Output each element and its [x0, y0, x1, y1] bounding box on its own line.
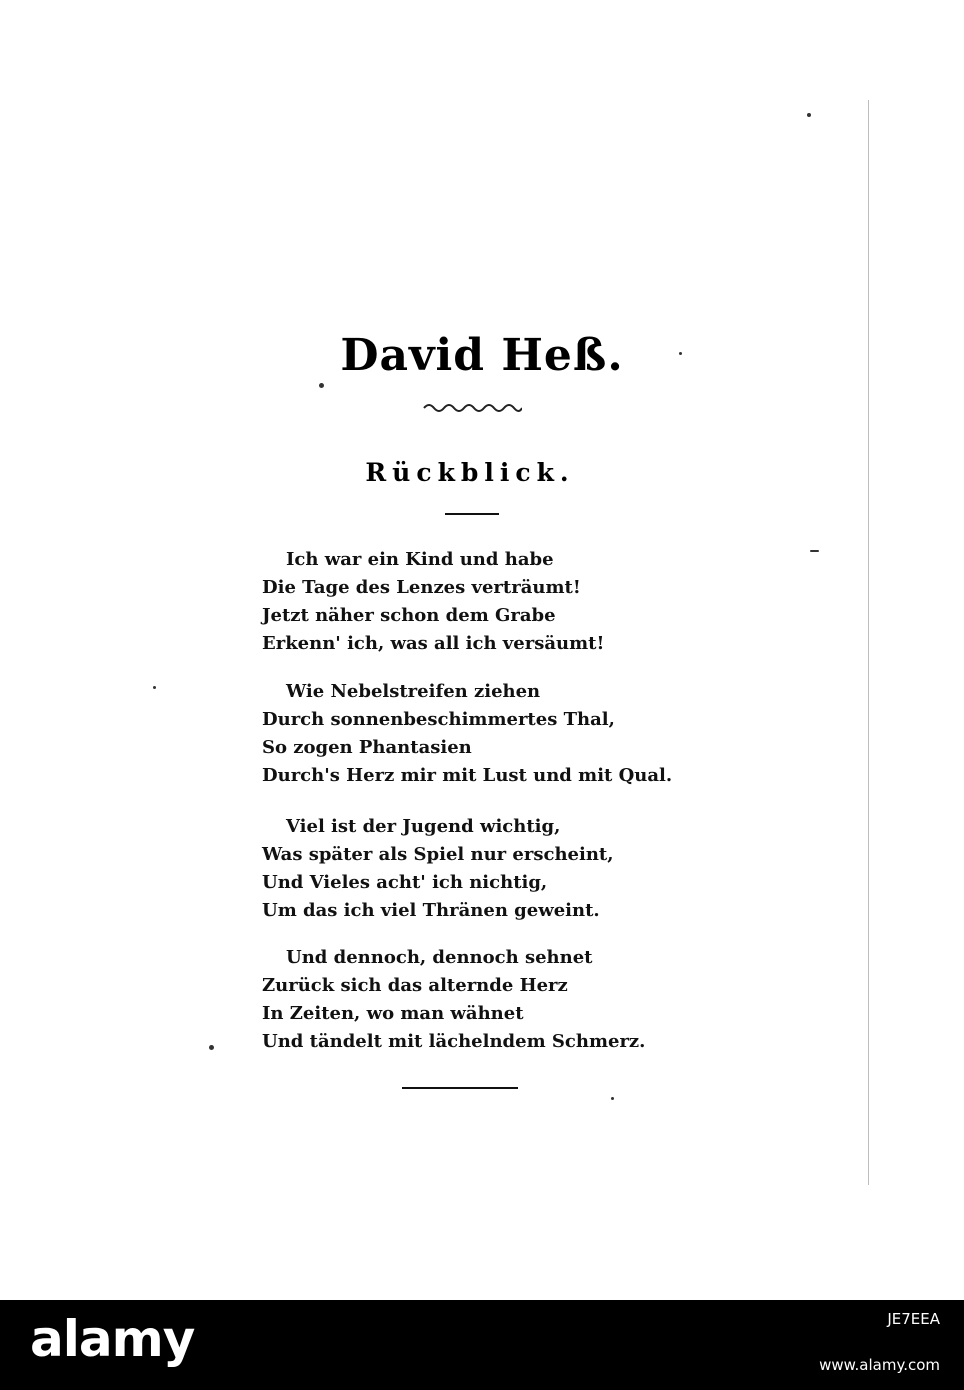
verse-line: Ich war ein Kind und habe — [286, 549, 554, 570]
ink-speck — [319, 383, 324, 388]
title-divider — [445, 513, 499, 515]
ink-speck — [209, 1045, 214, 1050]
ink-speck — [611, 1097, 614, 1100]
ink-speck — [153, 686, 156, 689]
verse-line: Zurück sich das alternde Herz — [262, 975, 568, 996]
stanza-3 — [262, 813, 614, 925]
verse-line: Jetzt näher schon dem Grabe — [262, 605, 556, 626]
stanza-2 — [262, 678, 672, 790]
verse-line: Die Tage des Lenzes verträumt! — [262, 577, 581, 598]
stanza-1 — [262, 546, 604, 658]
verse-line: Was später als Spiel nur erscheint, — [262, 844, 614, 865]
verse-line: Um das ich viel Thränen geweint. — [262, 900, 600, 921]
watermark-footer — [0, 1300, 964, 1390]
verse-line: Durch's Herz mir mit Lust und mit Qual. — [262, 765, 673, 786]
verse-line: In Zeiten, wo man wähnet — [262, 1003, 524, 1024]
brand-logo: alamy — [30, 1310, 195, 1368]
verse-line: So zogen Phantasien — [262, 737, 472, 758]
verse-line: Erkenn' ich, was all ich versäumt! — [262, 633, 605, 654]
verse-line: Viel ist der Jugend wichtig, — [286, 816, 561, 837]
page-edge-rule — [868, 100, 869, 1185]
image-id: JE7EEA — [887, 1310, 940, 1328]
ink-speck — [807, 113, 811, 117]
verse-line: Und Vieles acht' ich nichtig, — [262, 872, 548, 893]
author-heading: David Heß. — [340, 330, 624, 381]
verse-line: Und tändelt mit lächelndem Schmerz. — [262, 1031, 646, 1052]
site-url: www.alamy.com — [819, 1356, 940, 1374]
stanza-4 — [262, 944, 645, 1056]
ink-speck — [810, 550, 819, 552]
verse-line: Durch sonnenbeschimmertes Thal, — [262, 709, 615, 730]
verse-line: Und dennoch, dennoch sehnet — [286, 947, 593, 968]
wave-ornament — [422, 400, 522, 414]
poem-title: Rückblick. — [365, 458, 575, 487]
end-divider — [402, 1087, 518, 1089]
verse-line: Wie Nebelstreifen ziehen — [286, 681, 541, 702]
